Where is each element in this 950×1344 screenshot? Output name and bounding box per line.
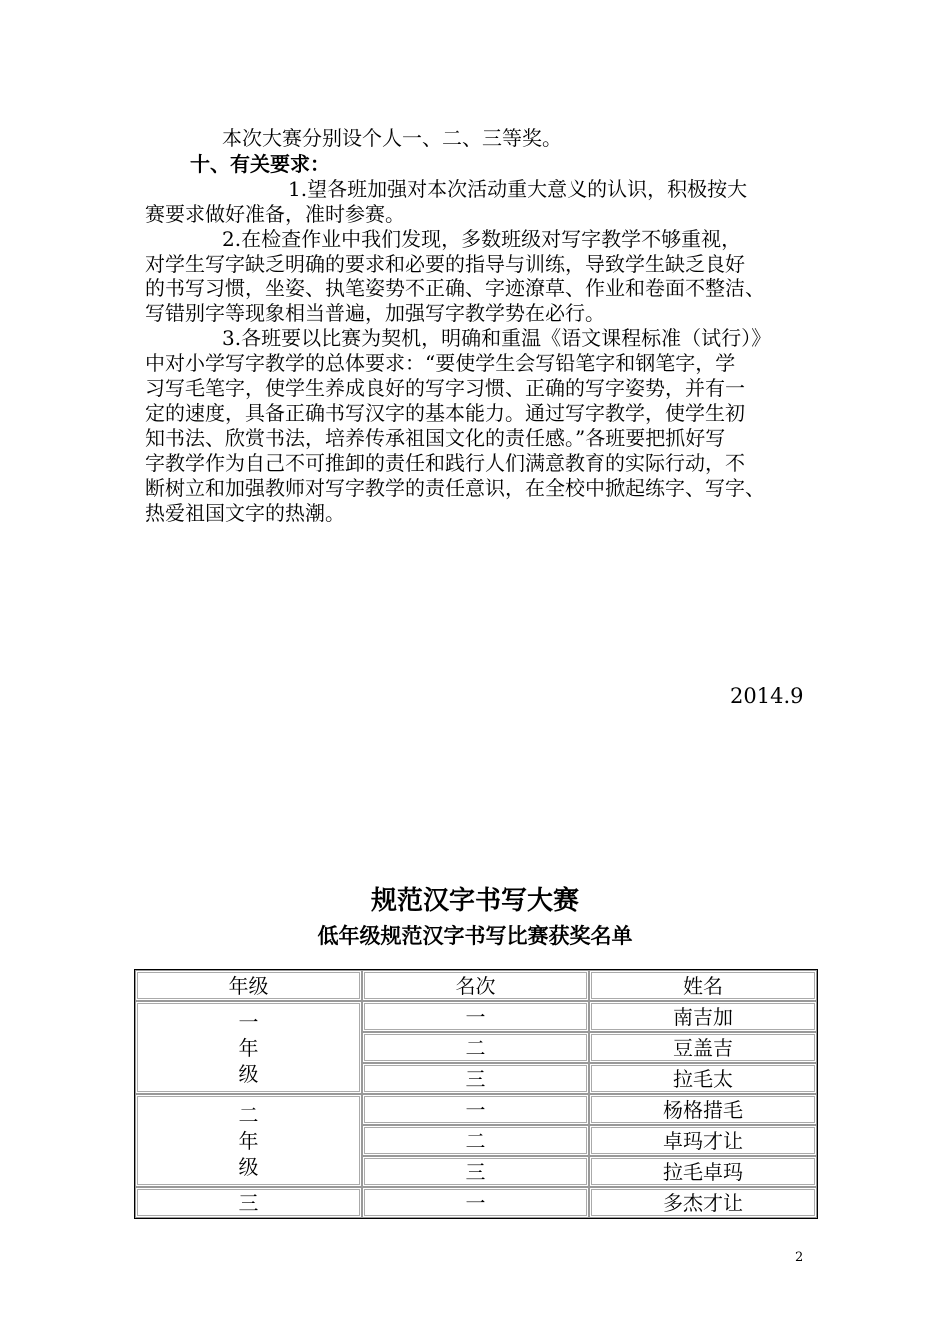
rank-cell: 一 [362, 1187, 589, 1218]
header-rank: 名次 [362, 970, 589, 1001]
rank-cell: 二 [362, 1125, 589, 1156]
rank-cell: 三 [362, 1063, 589, 1094]
text-line: 2.在检查作业中我们发现，多数班级对写字教学不够重视， [222, 227, 742, 251]
text-line: 对学生写字缺乏明确的要求和必要的指导与训练，导致学生缺乏良好 [145, 252, 745, 276]
text-line: 1.望各班加强对本次活动重大意义的认识，积极按大 [288, 177, 748, 201]
text-line: 定的速度，具备正确书写汉字的基本能力。通过写字教学，使学生初 [145, 401, 745, 425]
table-row [135, 1001, 817, 1032]
text-line: 赛要求做好准备，准时参赛。 [145, 202, 405, 226]
table-header-row [135, 970, 817, 1001]
grade-cell [135, 1001, 362, 1094]
text-line: 中对小学写字教学的总体要求：“要使学生会写铅笔字和钢笔字，学 [145, 351, 736, 375]
grade-char: 级 [238, 1154, 259, 1179]
text-line: 断树立和加强教师对写字教学的责任意识，在全校中掀起练字、写字、 [145, 476, 765, 500]
award-subtitle: 低年级规范汉字书写比赛获奖名单 [317, 924, 633, 948]
header-grade: 年级 [135, 970, 362, 1001]
text-line: 写错别字等现象相当普遍，加强写字教学势在必行。 [145, 301, 605, 325]
grade-cell [135, 1094, 362, 1187]
text-line: 的书写习惯，坐姿、执笔姿势不正确、字迹潦草、作业和卷面不整洁、 [145, 276, 765, 300]
table-row [135, 1094, 817, 1125]
name-cell: 卓玛才让 [589, 1125, 817, 1156]
text-line: 3.各班要以比赛为契机，明确和重温《语文课程标准（试行）》 [222, 326, 772, 350]
award-table [134, 969, 816, 1215]
text-line: 本次大赛分别设个人一、二、三等奖。 [222, 126, 562, 150]
award-title: 规范汉字书写大赛 [370, 886, 579, 916]
rank-cell: 二 [362, 1032, 589, 1063]
name-cell: 多杰才让 [589, 1187, 817, 1218]
header-name: 姓名 [589, 970, 817, 1001]
grade-char: 年 [238, 1128, 259, 1153]
name-cell: 拉毛太 [589, 1063, 817, 1094]
document-date: 2014.9 [730, 684, 804, 708]
text-line: 知书法、欣赏书法，培养传承祖国文化的责任感。”各班要把抓好写 [145, 426, 726, 450]
text-line: 热爱祖国文字的热潮。 [145, 501, 345, 525]
text-line: 习写毛笔字，使学生养成良好的写字习惯、正确的写字姿势，并有一 [145, 376, 745, 400]
text-line: 字教学作为自己不可推卸的责任和践行人们满意教育的实际行动，不 [145, 451, 745, 475]
grade-char: 级 [238, 1061, 259, 1086]
name-cell: 拉毛卓玛 [589, 1156, 817, 1187]
grade-char: 一 [238, 1009, 259, 1034]
grade-cell: 三 [135, 1187, 362, 1218]
name-cell: 豆盖吉 [589, 1032, 817, 1063]
rank-cell: 三 [362, 1156, 589, 1187]
section-heading: 十、有关要求： [190, 152, 330, 176]
table-row [135, 1187, 817, 1218]
page-number: 2 [795, 1250, 804, 1265]
grade-char: 二 [238, 1102, 259, 1127]
rank-cell: 一 [362, 1001, 589, 1032]
rank-cell: 一 [362, 1094, 589, 1125]
name-cell: 南吉加 [589, 1001, 817, 1032]
name-cell: 杨格措毛 [589, 1094, 817, 1125]
grade-char: 年 [238, 1035, 259, 1060]
